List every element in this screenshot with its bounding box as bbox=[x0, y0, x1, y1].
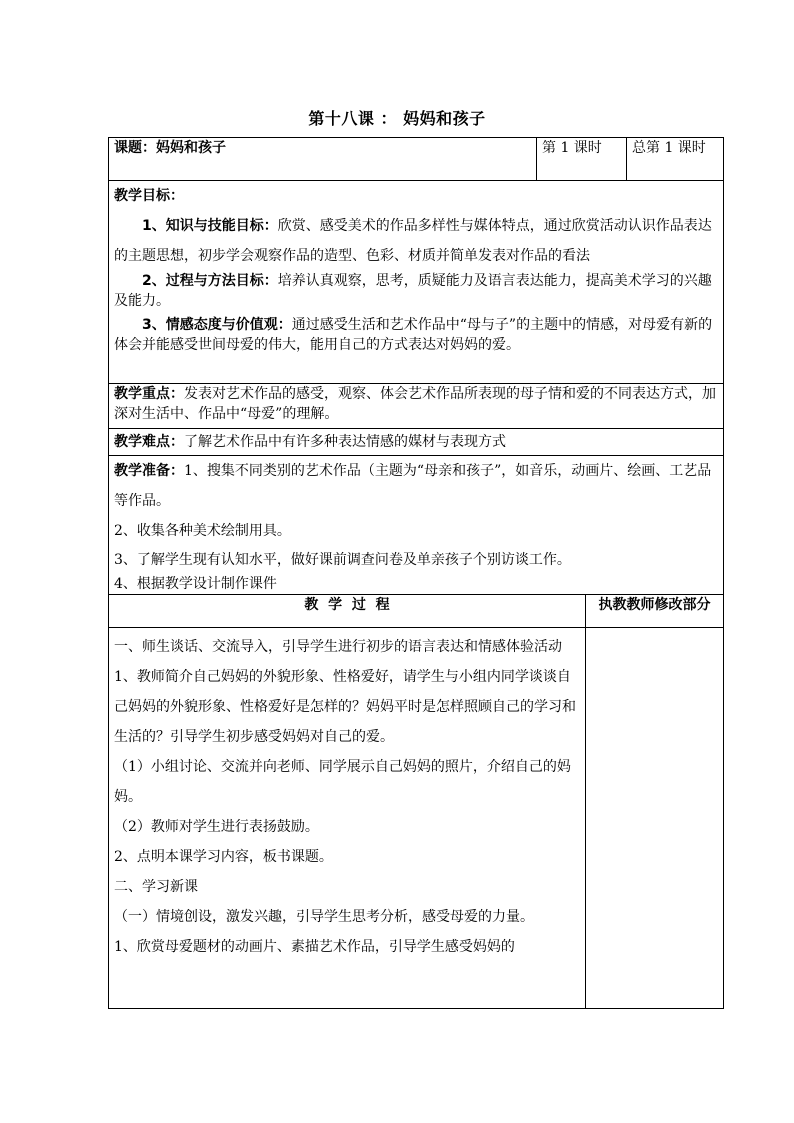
key-point-label: 教学重点： bbox=[114, 386, 184, 402]
process-line: （2）教师对学生进行表扬鼓励。 bbox=[114, 819, 319, 835]
preparation-item-2: 2、收集各种美术绘制用具。 bbox=[114, 523, 291, 539]
lesson-plan-table bbox=[108, 137, 724, 1009]
teacher-revision-heading: 执教教师修改部分 bbox=[586, 595, 724, 628]
preparation-item-4: 4、根据教学设计制作课件 bbox=[114, 576, 277, 592]
difficulty-cell bbox=[109, 429, 724, 456]
page-title: 第十八课 ： 妈妈和孩子 bbox=[308, 109, 486, 128]
total-period-cell: 总第 1 课时 bbox=[627, 138, 724, 181]
teacher-revision-cell bbox=[586, 628, 724, 1009]
header-row bbox=[109, 138, 724, 181]
difficulty-row bbox=[109, 429, 724, 456]
process-heading: 教 学 过 程 bbox=[109, 595, 586, 628]
goal-1: 1、知识与技能目标：欣赏、感受美术的作品多样性与媒体特点，通过欣赏活动认识作品表达的主题思想，初步学会观察作品的造型、色彩、材质并简单发表对作品的看法 bbox=[114, 218, 712, 264]
preparation-item-3: 3、了解学生现有认知水平，做好课前调查问卷及单亲孩子个别访谈工作。 bbox=[114, 552, 571, 568]
process-content-cell bbox=[109, 628, 586, 1009]
process-line: （一）情境创设，激发兴趣，引导学生思考分析，感受母爱的力量。 bbox=[114, 909, 534, 925]
process-line: 二、学习新课 bbox=[114, 879, 198, 895]
topic-label: 课题： bbox=[114, 140, 156, 156]
topic-value: 妈妈和孩子 bbox=[156, 140, 226, 156]
preparation-cell bbox=[109, 456, 724, 595]
period-cell: 第 1 课时 bbox=[537, 138, 627, 181]
process-line: 一、师生谈话、交流导入，引导学生进行初步的语言表达和情感体验活动 bbox=[114, 639, 562, 655]
goals-cell bbox=[109, 181, 724, 384]
goals-heading: 教学目标： bbox=[114, 188, 184, 204]
difficulty-label: 教学难点： bbox=[114, 434, 184, 450]
topic-cell bbox=[109, 138, 537, 181]
key-point-cell bbox=[109, 384, 724, 429]
preparation-row bbox=[109, 456, 724, 595]
goal-2: 2、过程与方法目标：培养认真观察，思考，质疑能力及语言表达能力，提高美术学习的兴趣及能力。 bbox=[114, 273, 712, 309]
process-header-row bbox=[109, 595, 724, 628]
process-line: （1）小组讨论、交流并向老师、同学展示自己妈妈的照片，介绍自己的妈妈。 bbox=[114, 759, 571, 805]
process-line: 2、点明本课学习内容，板书课题。 bbox=[114, 849, 333, 865]
key-point-row bbox=[109, 384, 724, 429]
process-line: 1、教师简介自己妈妈的外貌形象、性格爱好，请学生与小组内同学谈谈自己妈妈的外貌形象、性格爱好是怎样的？妈妈平时是怎样照顾自己的学习和生活的？引导学生初步感受妈妈对自己的爱。 bbox=[114, 669, 576, 745]
process-line: 1、欣赏母爱题材的动画片、素描艺术作品，引导学生感受妈妈的 bbox=[114, 939, 515, 955]
preparation-item-1: 教学准备：1、搜集不同类别的艺术作品（主题为“母亲和孩子”，如音乐，动画片、绘画、工艺品等作品。 bbox=[114, 463, 712, 509]
difficulty-text: 了解艺术作品中有许多种表达情感的媒材与表现方式 bbox=[184, 434, 506, 450]
key-point-text: 发表对艺术作品的感受，观察、体会艺术作品所表现的母子情和爱的不同表达方式，加深对生活中、作品中“母爱”的理解。 bbox=[114, 386, 716, 422]
goal-3: 3、情感态度与价值观：通过感受生活和艺术作品中“母与子”的主题中的情感，对母爱有新的体会并能感受世间母爱的伟大，能用自己的方式表达对妈妈的爱。 bbox=[114, 317, 713, 353]
process-body-row bbox=[109, 628, 724, 1009]
goals-row bbox=[109, 181, 724, 384]
preparation-label: 教学准备： bbox=[114, 463, 184, 479]
